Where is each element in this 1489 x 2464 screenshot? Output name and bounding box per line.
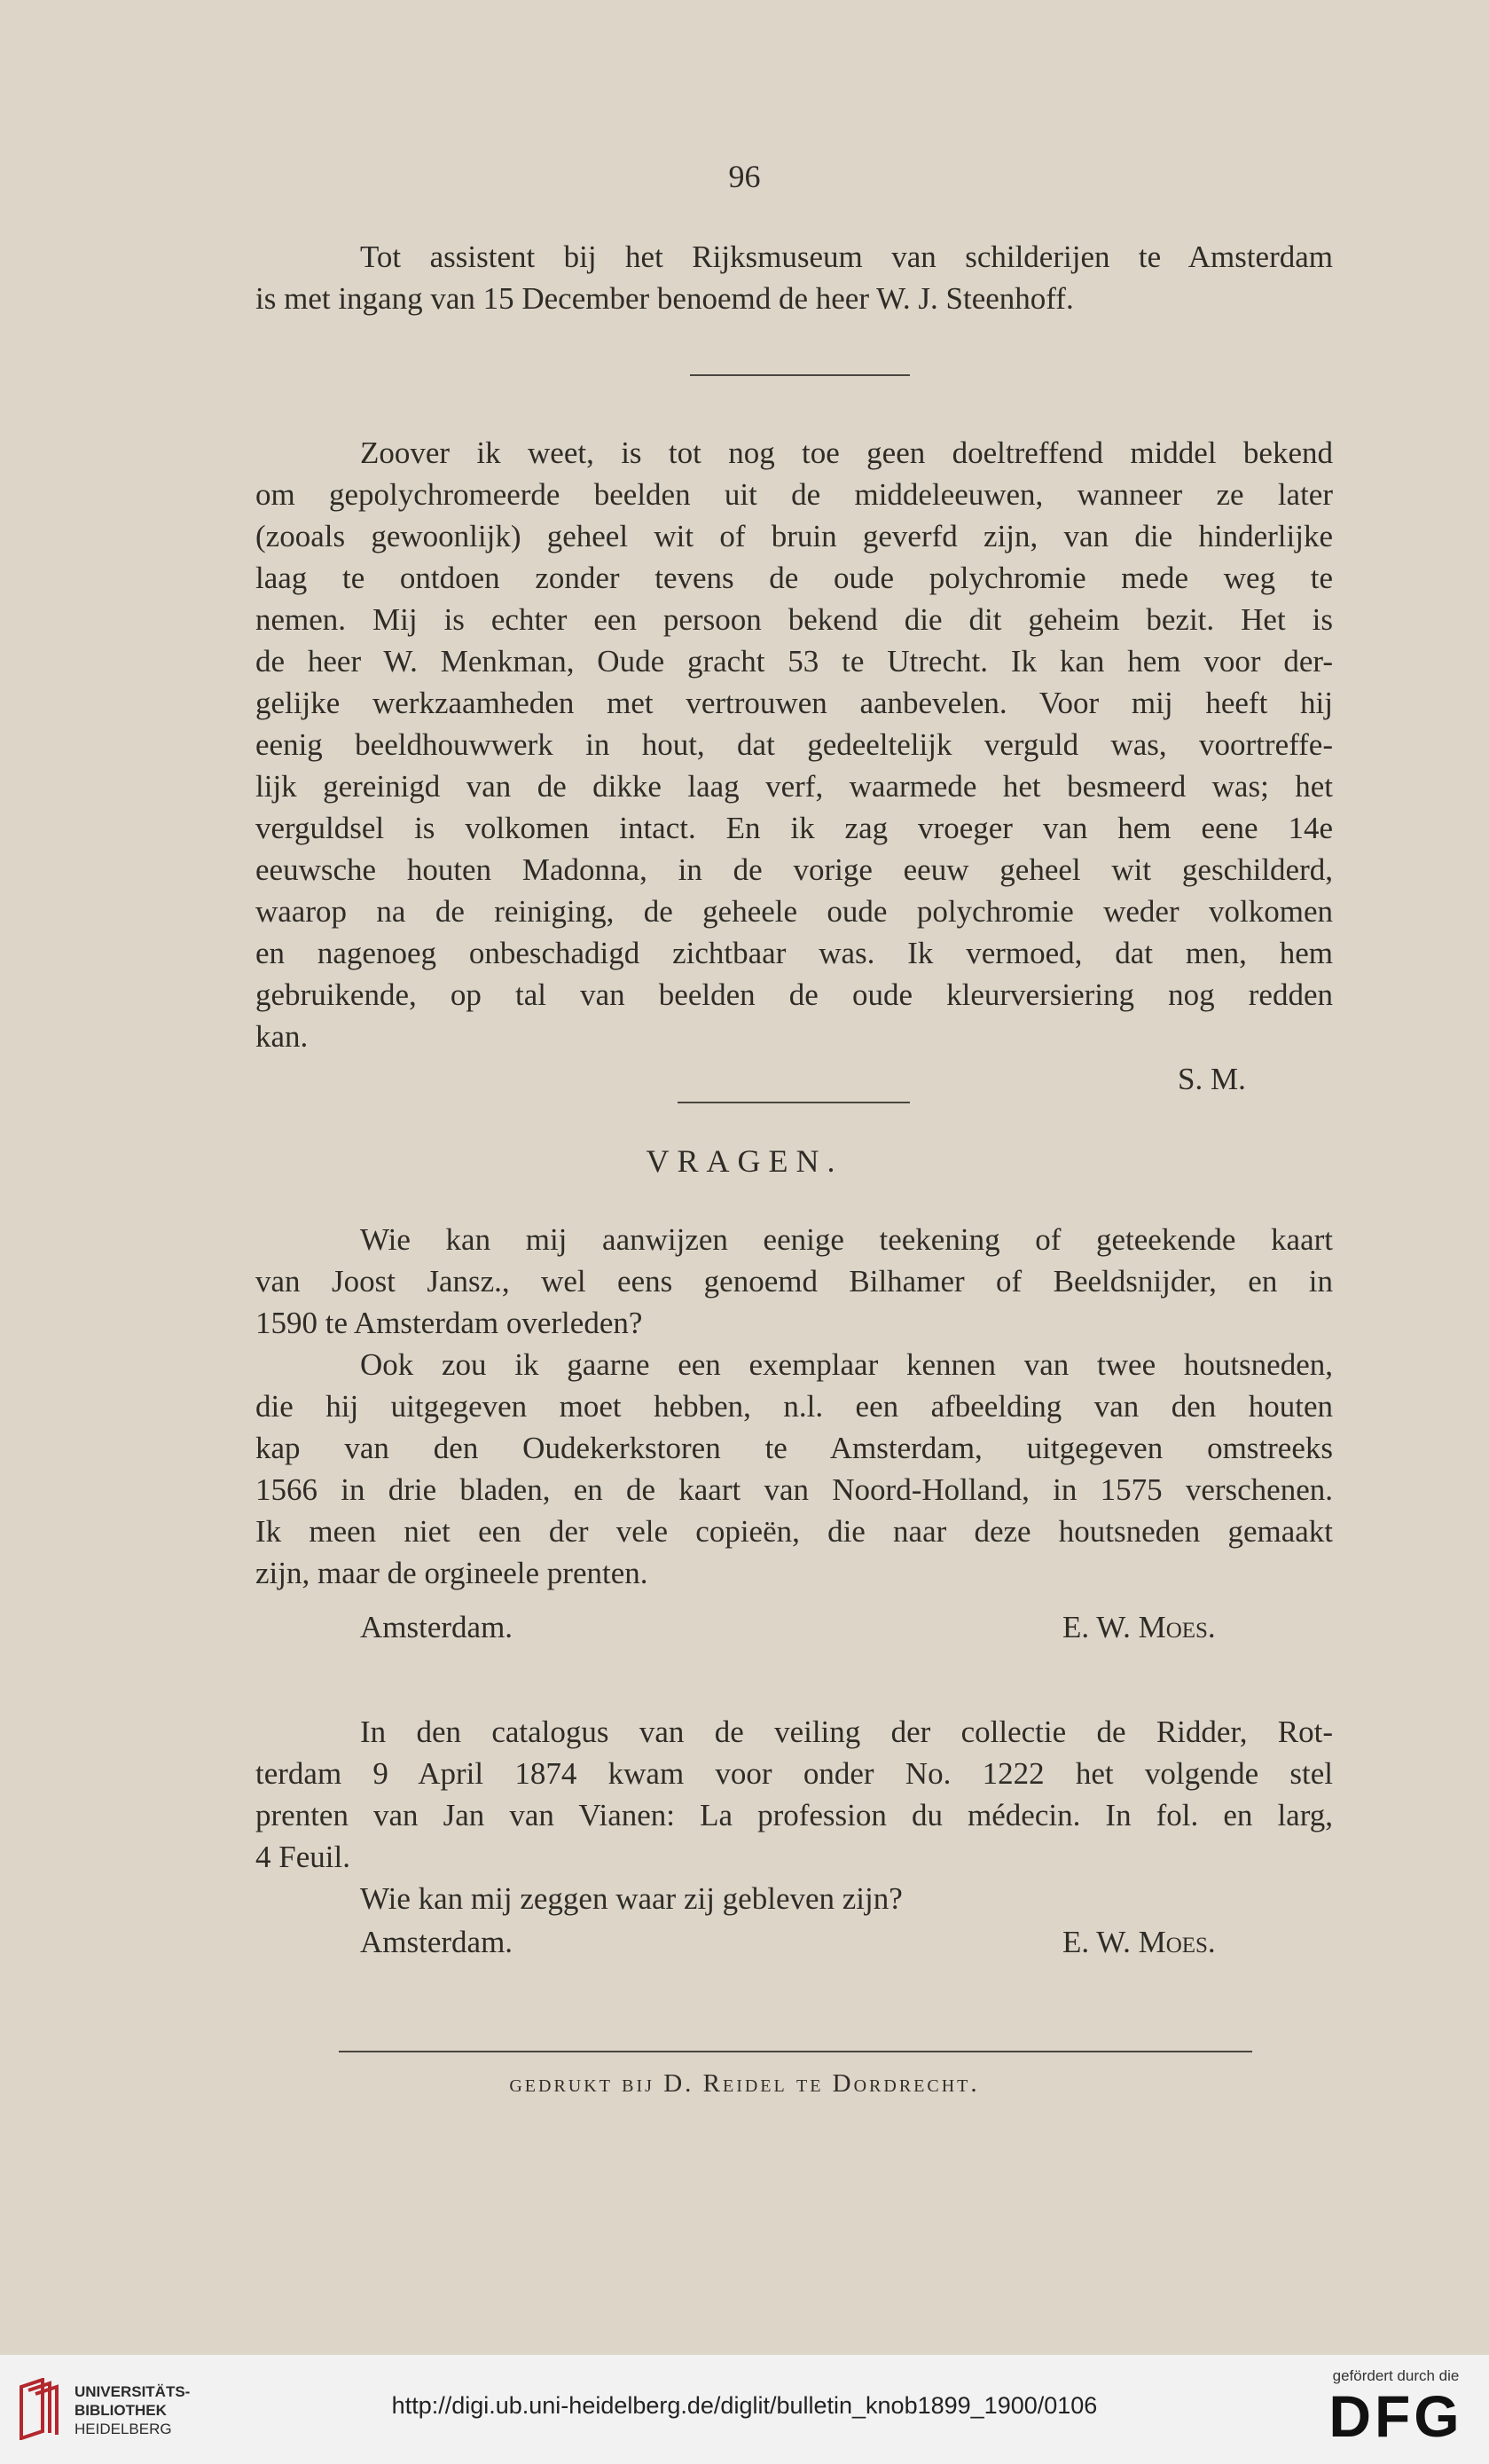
permalink-url[interactable]: http://digi.ub.uni-heidelberg.de/diglit/bulletin_knob1899_1900/0106: [391, 2392, 1098, 2419]
text-line: Ik meen niet een der vele copieën, die naar deze houtsneden gemaakt: [255, 1514, 1333, 1549]
section-heading: VRAGEN.: [646, 1143, 843, 1179]
text-line: Wie kan mij zeggen waar zij gebleven zijn?: [360, 1881, 903, 1916]
place-amsterdam: Amsterdam.: [360, 1610, 513, 1644]
text-line: 1566 in drie bladen, en de kaart van Noord-Holland, in 1575 verschenen.: [255, 1472, 1333, 1507]
printer-imprint: gedrukt bij D. Reidel te Dordrecht.: [509, 2069, 980, 2098]
text-line: Zoover ik weet, is tot nog toe geen doeltreffend middel bekend: [360, 436, 1333, 470]
text-line: prenten van Jan van Vianen: La profession du médecin. In fol. en larg,: [255, 1798, 1333, 1832]
text-line: gelijke werkzaamheden met vertrouwen aanbevelen. Voor mij heeft hij: [255, 686, 1333, 720]
question-joost-jansz: [255, 1219, 1333, 1594]
library-name-line: HEIDELBERG: [74, 2421, 172, 2437]
text-line: en nagenoeg onbeschadigd zichtbaar was. Ik vermoed, dat men, hem: [255, 936, 1333, 970]
footer-rule: [339, 2051, 1252, 2052]
funder-caption: gefördert durch die: [1332, 2367, 1460, 2384]
text-line: gebruikende, op tal van beelden de oude kleurversiering nog redden: [255, 977, 1333, 1012]
notice-assistant: [255, 236, 1333, 319]
text-line: kan.: [255, 1019, 309, 1054]
section-divider: [678, 1102, 910, 1103]
text-line: de heer W. Menkman, Oude gracht 53 te Utrecht. Ik kan hem voor der-: [255, 644, 1333, 679]
dfg-logo-text: DFG: [1328, 2383, 1463, 2449]
text-line: lijk gereinigd van de dikke laag verf, waarmede het besmeerd was; het: [255, 769, 1333, 804]
text-line: terdam 9 April 1874 kwam voor onder No. 1222 het volgende stel: [255, 1756, 1333, 1791]
text-line: Tot assistent bij het Rijksmuseum van schilderijen te Amsterdam: [360, 239, 1333, 274]
author-moes: E. W. Moes.: [1062, 1610, 1216, 1644]
funder-logo[interactable]: [1321, 2367, 1471, 2447]
text-line: Ook zou ik gaarne een exemplaar kennen van twee houtsneden,: [360, 1347, 1333, 1382]
text-line: die hij uitgegeven moet hebben, n.l. een afbeelding van den houten: [255, 1389, 1333, 1424]
text-line: eeuwsche houten Madonna, in de vorige eeuw geheel wit geschilderd,: [255, 852, 1333, 887]
text-line: 4 Feuil.: [255, 1840, 350, 1874]
section-divider: [690, 374, 910, 376]
text-line: verguldsel is volkomen intact. En ik zag vroeger van hem eene 14e: [255, 811, 1333, 845]
text-line: (zooals gewoonlijk) geheel wit of bruin geverfd zijn, van die hinderlijke: [255, 519, 1333, 553]
place-amsterdam: Amsterdam.: [360, 1925, 513, 1959]
text-line: is met ingang van 15 December benoemd de heer W. J. Steenhoff.: [255, 281, 1074, 316]
text-line: zijn, maar de orgineele prenten.: [255, 1556, 648, 1590]
text-line: In den catalogus van de veiling der collectie de Ridder, Rot-: [360, 1715, 1333, 1749]
text-line: 1590 te Amsterdam overleden?: [255, 1306, 643, 1340]
text-line: kap van den Oudekerkstoren te Amsterdam, uitgegeven omstreeks: [255, 1431, 1333, 1465]
question-ridder-catalogue: [255, 1711, 1333, 1919]
text-line: Wie kan mij aanwijzen eenige teekening of geteekende kaart: [360, 1222, 1333, 1257]
library-name-line: BIBLIOTHEK: [74, 2402, 167, 2419]
text-line: om gepolychromeerde beelden uit de middeleeuwen, wanneer ze later: [255, 477, 1333, 512]
text-line: eenig beeldhouwwerk in hout, dat gedeeltelijk verguld was, voortreffe-: [255, 727, 1333, 762]
page-number: 96: [728, 159, 761, 194]
viewer-footer: [0, 2355, 1489, 2464]
text-line: waarop na de reiniging, de geheele oude polychromie weder volkomen: [255, 894, 1333, 929]
text-line: laag te ontdoen zonder tevens de oude polychromie mede weg te: [255, 561, 1333, 595]
library-name-line: UNIVERSITÄTS-: [74, 2383, 191, 2400]
text-line: nemen. Mij is echter een persoon bekend die dit geheim bezit. Het is: [255, 602, 1333, 637]
author-moes: E. W. Moes.: [1062, 1925, 1216, 1959]
signature-sm: S. M.: [1178, 1062, 1246, 1096]
notice-polychromy: [255, 432, 1333, 1057]
text-line: van Joost Jansz., wel eens genoemd Bilhamer of Beeldsnijder, en in: [255, 1264, 1333, 1299]
